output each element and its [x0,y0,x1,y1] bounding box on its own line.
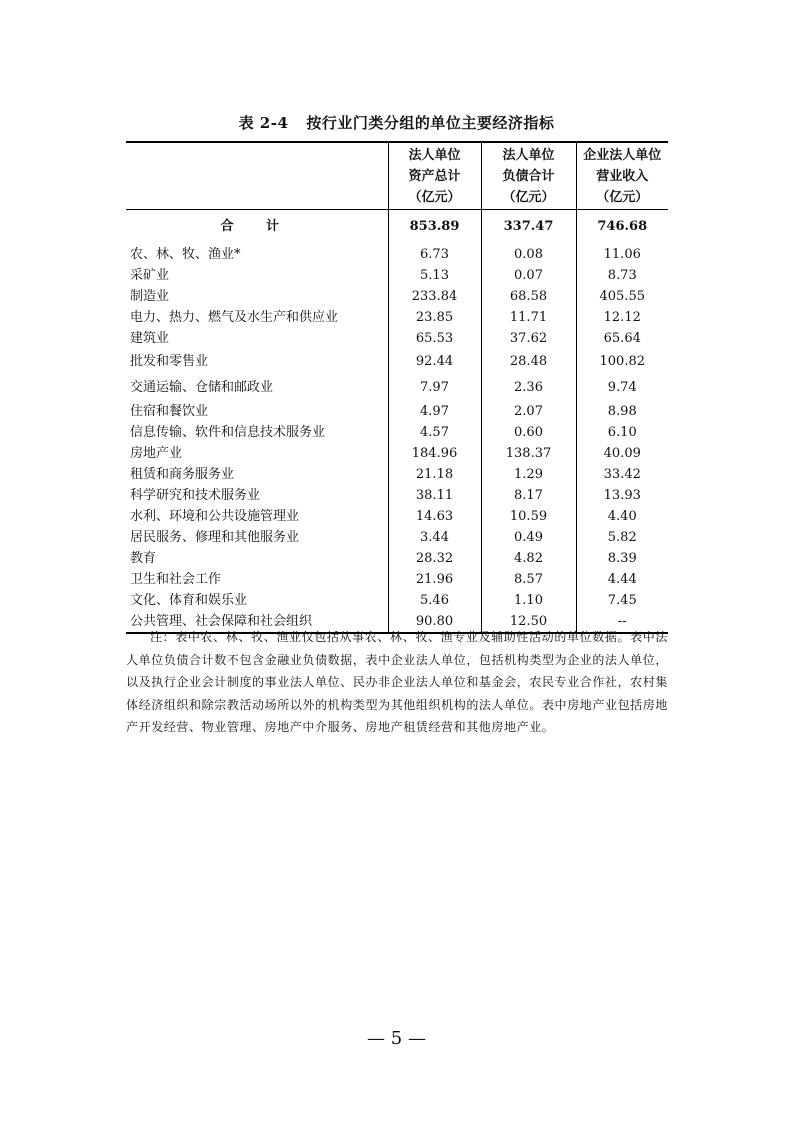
cell-revenue: 9.74 [576,375,668,401]
cell-assets: 65.53 [388,328,481,349]
cell-assets: 4.97 [388,401,481,422]
table-row [126,375,668,401]
cell-liabilities: 28.48 [481,349,576,375]
table-row [126,443,668,464]
table-row [126,422,668,443]
row-label: 建筑业 [130,331,170,346]
cell-revenue: 4.44 [576,569,668,590]
cell-assets: 184.96 [388,443,481,464]
table-title-text: 按行业门类分组的单位主要经济指标 [306,114,555,132]
table-row [126,349,668,375]
table-row [126,307,668,328]
cell-liabilities: 12.50 [481,611,576,633]
cell-revenue: 40.09 [576,443,668,464]
row-label: 批发和零售业 [130,354,209,369]
row-label: 卫生和社会工作 [130,572,222,587]
cell-assets: 92.44 [388,349,481,375]
row-label: 租赁和商务服务业 [130,467,235,482]
row-label: 房地产业 [130,446,183,461]
cell-revenue: 65.64 [576,328,668,349]
row-label: 住宿和餐饮业 [130,404,209,419]
cell-liabilities: 4.82 [481,548,576,569]
cell-liabilities: 0.07 [481,265,576,286]
cell-revenue: 4.40 [576,506,668,527]
cell-revenue: 6.10 [576,422,668,443]
cell-liabilities: 8.57 [481,569,576,590]
cell-liabilities: 337.47 [481,210,576,245]
row-label: 居民服务、修理和其他服务业 [130,530,300,545]
table-row [126,244,668,265]
row-label: 采矿业 [130,268,170,283]
row-label: 信息传输、软件和信息技术服务业 [130,425,326,440]
cell-revenue: 12.12 [576,307,668,328]
cell-revenue: 100.82 [576,349,668,375]
row-label: 教育 [130,551,157,566]
table-row [126,590,668,611]
row-label: 水利、环境和公共设施管理业 [130,509,300,524]
page-number: — 5 — [367,1028,426,1049]
cell-assets: 6.73 [388,244,481,265]
row-label: 公共管理、社会保障和社会组织 [126,611,388,633]
table-row [126,464,668,485]
cell-liabilities: 0.49 [481,527,576,548]
header-revenue: 企业法人单位 营业收入 （亿元） [576,142,668,210]
cell-revenue: 33.42 [576,464,668,485]
cell-revenue: 8.73 [576,265,668,286]
row-label: 电力、热力、燃气及水生产和供应业 [130,310,339,325]
cell-assets: 3.44 [388,527,481,548]
table-row [126,328,668,349]
cell-liabilities: 2.36 [481,375,576,401]
cell-liabilities: 1.29 [481,464,576,485]
cell-assets: 28.32 [388,548,481,569]
cell-liabilities: 37.62 [481,328,576,349]
row-label: 文化、体育和娱乐业 [130,593,248,608]
table-row [126,286,668,307]
cell-revenue: 8.39 [576,548,668,569]
cell-liabilities: 10.59 [481,506,576,527]
cell-liabilities: 138.37 [481,443,576,464]
cell-revenue: 5.82 [576,527,668,548]
cell-liabilities: 1.10 [481,590,576,611]
table-number: 表 2-4 [238,114,289,132]
cell-assets: 90.80 [388,611,481,633]
economic-indicators-table [126,141,668,634]
table-row [126,527,668,548]
total-row [126,210,668,245]
cell-liabilities: 8.17 [481,485,576,506]
table-row [126,569,668,590]
table-row [126,548,668,569]
cell-liabilities: 11.71 [481,307,576,328]
cell-revenue: 405.55 [576,286,668,307]
cell-revenue: 8.98 [576,401,668,422]
table-header-row [126,142,668,210]
row-label: 交通运输、仓储和邮政业 [130,380,274,395]
cell-revenue: 13.93 [576,485,668,506]
row-label: 科学研究和技术服务业 [130,488,261,503]
cell-assets: 21.18 [388,464,481,485]
cell-liabilities: 2.07 [481,401,576,422]
row-label: 制造业 [130,289,170,304]
cell-liabilities: 0.60 [481,422,576,443]
cell-assets: 5.46 [388,590,481,611]
cell-assets: 14.63 [388,506,481,527]
row-label: 农、林、牧、渔业* [130,247,241,262]
cell-assets: 7.97 [388,375,481,401]
cell-revenue: -- [576,611,668,633]
cell-revenue: 7.45 [576,590,668,611]
cell-liabilities: 0.08 [481,244,576,265]
table-row [126,401,668,422]
cell-assets: 21.96 [388,569,481,590]
table-row [126,265,668,286]
cell-liabilities: 68.58 [481,286,576,307]
row-label: 合 计 [220,219,294,234]
header-assets: 法人单位 资产总计 （亿元） [388,142,481,210]
cell-assets: 5.13 [388,265,481,286]
cell-assets: 23.85 [388,307,481,328]
table-footnote: 注：表中农、林、牧、渔业仅包括从事农、林、牧、渔专业及辅助性活动的单位数据。表中法人单位负债合计数不包含金融业负债数据，表中企业法人单位，包括机构类型为企业的法人单位，以及执行企业会计制度的事业法人单位、民办非企业法人单位和基金会，农民专业合作社，农村集体经济组织和除宗教活动场所以外的机构类型为其他组织机构的法人单位。表中房地产业包括房地产开发经营、物业管理、房地产中介服务、房地产租赁经营和其他房地产业。 [126,630,668,734]
cell-assets: 233.84 [388,286,481,307]
table-title [0,112,793,133]
header-industry [126,142,388,210]
cell-revenue: 746.68 [576,210,668,245]
cell-assets: 853.89 [388,210,481,245]
table-row [126,506,668,527]
cell-assets: 4.57 [388,422,481,443]
cell-revenue: 11.06 [576,244,668,265]
table-row [126,485,668,506]
header-liabilities: 法人单位 负债合计 （亿元） [481,142,576,210]
cell-assets: 38.11 [388,485,481,506]
